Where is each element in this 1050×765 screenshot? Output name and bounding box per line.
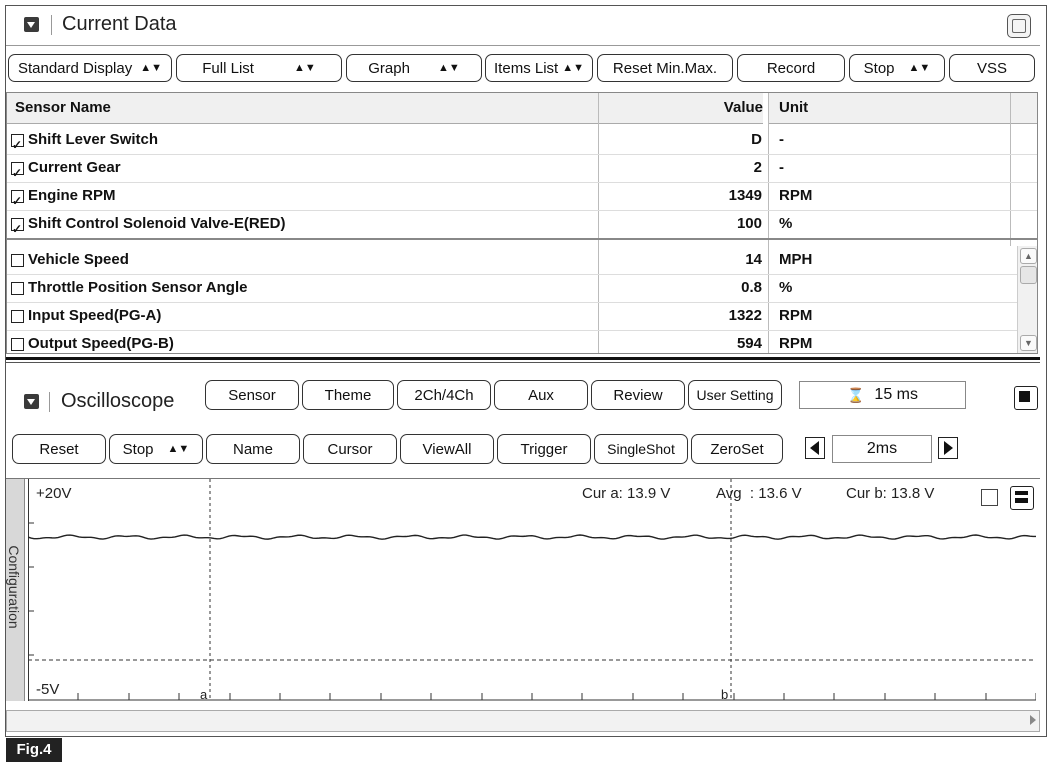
- sensor-name: Current Gear: [28, 159, 121, 176]
- stop-select[interactable]: [849, 54, 945, 82]
- updown-icon: ▲▼: [562, 62, 584, 74]
- sensor-unit: RPM: [779, 187, 813, 204]
- stop-mode-label: Stop: [122, 440, 154, 458]
- zero-set-button[interactable]: ZeroSet: [691, 434, 783, 464]
- row-checkbox[interactable]: [11, 162, 24, 175]
- table-row[interactable]: [7, 274, 1017, 303]
- trigger-button[interactable]: Trigger: [497, 434, 591, 464]
- sensor-value: 1349: [728, 187, 762, 204]
- stop-label: Stop: [863, 59, 895, 77]
- table-row[interactable]: [7, 246, 1017, 275]
- aux-button[interactable]: Aux: [494, 380, 588, 410]
- updown-icon: ▲▼: [140, 62, 162, 74]
- configuration-tab-label: Configuration: [6, 545, 22, 629]
- table-row[interactable]: [7, 126, 1037, 155]
- name-button[interactable]: Name: [206, 434, 300, 464]
- row-checkbox[interactable]: [11, 338, 24, 351]
- col-header-sensor-name[interactable]: Sensor Name: [7, 93, 603, 124]
- table-row[interactable]: [7, 154, 1037, 183]
- row-checkbox[interactable]: [11, 190, 24, 203]
- table-row[interactable]: [7, 330, 1017, 354]
- average-readout: Avg : 13.6 V: [716, 485, 802, 502]
- scroll-up-icon[interactable]: ▲: [1020, 248, 1037, 264]
- sensor-name: Throttle Position Sensor Angle: [28, 279, 248, 296]
- sensor-unit: -: [779, 159, 784, 176]
- row-checkbox[interactable]: [11, 218, 24, 231]
- updown-icon: ▲▼: [437, 62, 460, 74]
- restore-window-icon[interactable]: [1007, 14, 1031, 38]
- channel-2ch-4ch-button[interactable]: 2Ch/4Ch: [397, 380, 491, 410]
- y-max-label: +20V: [36, 485, 72, 502]
- updown-icon: ▲▼: [293, 62, 316, 74]
- updown-icon: ▲▼: [908, 62, 931, 74]
- collapse-current-data-icon[interactable]: [24, 17, 39, 32]
- sensor-unit: RPM: [779, 335, 813, 352]
- sensor-name: Shift Lever Switch: [28, 131, 159, 148]
- col-header-unit[interactable]: Unit: [769, 93, 1019, 124]
- sensor-unit: -: [779, 131, 784, 148]
- cursor-b-readout: Cur b: 13.8 V: [846, 485, 935, 502]
- table-row[interactable]: [7, 182, 1037, 211]
- sensor-name: Vehicle Speed: [28, 251, 129, 268]
- record-button[interactable]: Record: [737, 54, 845, 82]
- sensor-value: 14: [745, 251, 762, 268]
- standard-display-label: Standard Display: [17, 59, 133, 77]
- sensor-value: D: [751, 131, 762, 148]
- single-shot-button[interactable]: SingleShot: [594, 434, 688, 464]
- section-splitter-line: [6, 362, 1040, 363]
- section-splitter[interactable]: [6, 357, 1040, 360]
- timebase-decrease-icon[interactable]: [805, 437, 825, 459]
- cursor-a-readout: Cur a: 13.9 V: [582, 485, 671, 502]
- title-divider: [6, 45, 1040, 46]
- sensor-table: [6, 92, 1038, 354]
- menu-bar: [1015, 491, 1028, 495]
- table-row[interactable]: [7, 210, 1037, 240]
- oscilloscope-panel: [6, 478, 1040, 709]
- timebase-increase-icon[interactable]: [938, 437, 958, 459]
- sensor-value: 1322: [728, 307, 762, 324]
- updown-icon: ▲▼: [167, 443, 190, 455]
- sensor-button[interactable]: Sensor: [205, 380, 299, 410]
- stop-recording-icon[interactable]: [1014, 386, 1038, 410]
- scroll-thumb[interactable]: [1020, 266, 1037, 284]
- row-checkbox[interactable]: [11, 310, 24, 323]
- triangle-left: [810, 441, 819, 455]
- sensor-value: 100: [736, 215, 762, 232]
- channel-menu-icon[interactable]: [1010, 486, 1034, 510]
- sensor-unit: MPH: [779, 251, 813, 268]
- sensor-value: 0.8: [741, 279, 762, 296]
- sample-time-display: [799, 381, 966, 409]
- sensor-name: Engine RPM: [28, 187, 116, 204]
- sensor-name: Shift Control Solenoid Valve-E(RED): [28, 215, 286, 232]
- items-list-label: Items List: [494, 59, 559, 77]
- theme-button[interactable]: Theme: [302, 380, 394, 410]
- table-row[interactable]: [7, 302, 1017, 331]
- sensor-unit: %: [779, 279, 793, 296]
- channel-checkbox[interactable]: [981, 489, 998, 506]
- row-checkbox[interactable]: [11, 134, 24, 147]
- sensor-name: Input Speed(PG-A): [28, 307, 162, 324]
- horizontal-scrollbar[interactable]: [6, 710, 1040, 732]
- cursor-a-label: a: [200, 687, 208, 702]
- title-separator: [49, 392, 50, 412]
- sensor-unit: RPM: [779, 307, 813, 324]
- sensor-name: Output Speed(PG-B): [28, 335, 174, 352]
- sensor-value: 594: [736, 335, 762, 352]
- graph-select[interactable]: [346, 54, 482, 82]
- row-checkbox[interactable]: [11, 254, 24, 267]
- x-ticks: [78, 693, 1036, 700]
- reset-min-max-button[interactable]: Reset Min.Max.: [597, 54, 733, 82]
- cursor-b-label: b: [721, 687, 729, 702]
- collapse-oscilloscope-icon[interactable]: [24, 394, 39, 409]
- sensor-unit: %: [779, 215, 793, 232]
- standard-display-select[interactable]: [8, 54, 172, 82]
- vss-button[interactable]: VSS: [949, 54, 1035, 82]
- row-checkbox[interactable]: [11, 282, 24, 295]
- table-scrollbar[interactable]: [1017, 246, 1038, 353]
- view-all-button[interactable]: ViewAll: [400, 434, 494, 464]
- user-setting-button[interactable]: User Setting: [688, 380, 782, 410]
- triangle-right: [944, 441, 953, 455]
- current-data-title: Current Data: [62, 13, 177, 35]
- scroll-right-icon[interactable]: [1030, 715, 1036, 725]
- waveform-plot[interactable]: [28, 479, 1036, 701]
- stop-mode-select[interactable]: [109, 434, 203, 464]
- items-list-select[interactable]: [485, 54, 593, 82]
- sensor-value: 2: [753, 159, 762, 176]
- configuration-tab[interactable]: [6, 479, 25, 701]
- sample-time-value: 15 ms: [874, 386, 918, 403]
- cursor-button[interactable]: Cursor: [303, 434, 397, 464]
- figure-label: Fig.4: [6, 738, 62, 762]
- full-list-select[interactable]: [176, 54, 342, 82]
- menu-bar: [1015, 498, 1028, 503]
- waveform-trace: [28, 535, 1036, 539]
- graph-label: Graph: [368, 59, 410, 77]
- review-button[interactable]: Review: [591, 380, 685, 410]
- reset-button[interactable]: Reset: [12, 434, 106, 464]
- y-min-label: -5V: [36, 681, 60, 698]
- scroll-down-icon[interactable]: ▼: [1020, 335, 1037, 351]
- full-list-label: Full List: [202, 59, 254, 77]
- oscilloscope-title: Oscilloscope: [61, 390, 175, 412]
- title-separator: [51, 15, 52, 35]
- col-header-value[interactable]: Value: [599, 93, 763, 124]
- timebase-display: 2ms: [832, 435, 932, 463]
- hourglass-icon: ⌛: [846, 386, 865, 403]
- col-header-filler: [1011, 93, 1037, 124]
- waveform-svg: [28, 479, 1036, 701]
